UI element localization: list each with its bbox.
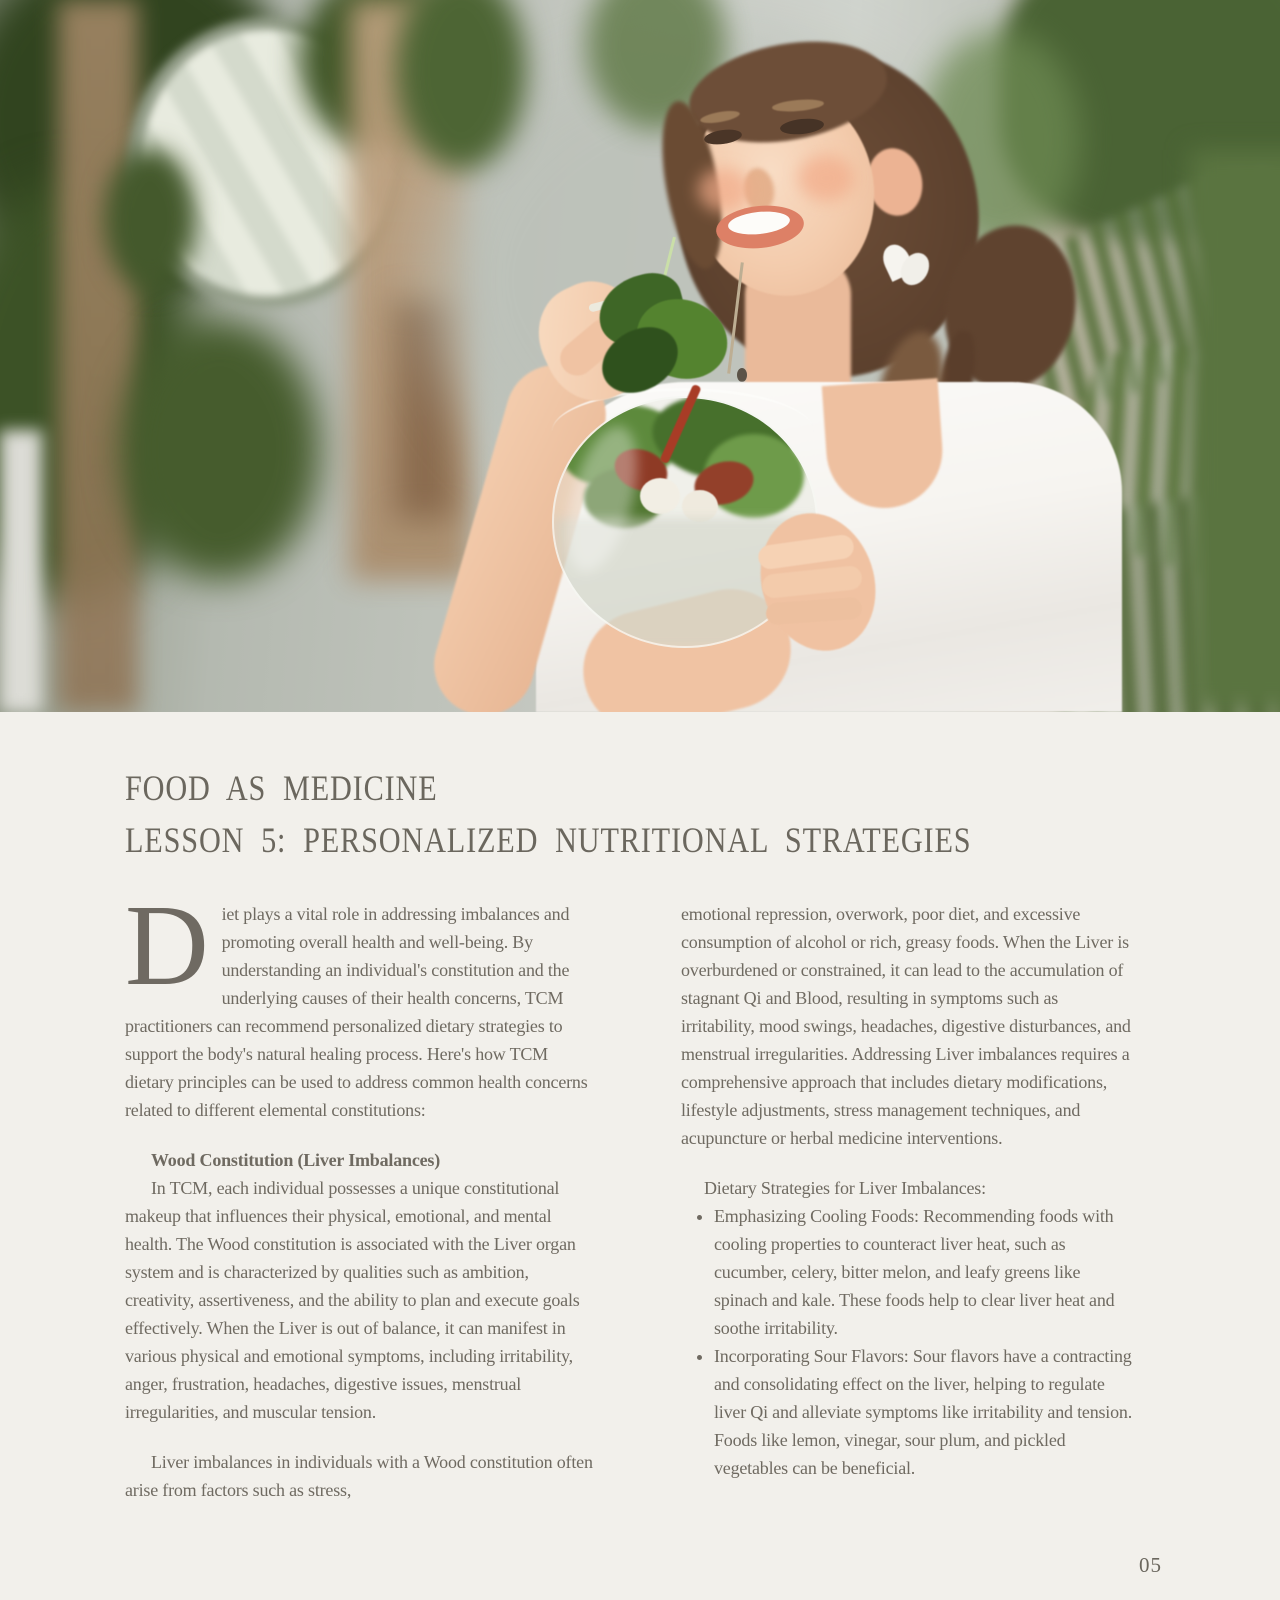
mozzarella-ball — [640, 478, 680, 514]
page-title — [125, 762, 1280, 866]
title-line-1: FOOD AS MEDICINE — [125, 768, 438, 808]
palm-foliage — [1190, 150, 1280, 710]
title-line-2: LESSON 5: PERSONALIZED NUTRITIONAL STRATEGIES — [125, 820, 972, 860]
left-column — [125, 882, 595, 1504]
woman-cheek — [798, 155, 854, 201]
woman-cheek — [698, 168, 750, 212]
right-column — [681, 900, 1133, 1504]
body-paragraph: Liver imbalances in individuals with a Wood constitution often arise from factors such as stress, — [125, 1452, 593, 1500]
intro-paragraph — [125, 882, 595, 1124]
list-item: • Incorporating Sour Flavors: Sour flavors have a contracting and consolidating effect on the liver, helping to regulate liver Qi and alleviate symptoms like irritability and tension. Foods like lemon, vinegar, sour plum, and pickled vegetables can be beneficial. — [714, 1342, 1133, 1482]
two-column-article — [125, 882, 1280, 1504]
list-item: • Emphasizing Cooling Foods: Recommending foods with cooling properties to counteract liver heat, such as cucumber, celery, bitter melon, and leafy greens like spinach and kale. These foods help to clear liver heat and soothe irritability. — [714, 1202, 1133, 1342]
wood-post — [58, 0, 138, 712]
body-paragraph: emotional repression, overwork, poor diet, and excessive consumption of alcohol or rich, greasy foods. When the Liver is overburdened or constrained, it can lead to the accumulation of stagnant Qi and Blood, resulting in symptoms such as irritability, mood swings, headaches, digestive disturbances, and menstrual irregularities. Addressing Liver imbalances requires a comprehensive approach that includes dietary modifications, lifestyle adjustments, stress management techniques, and acupuncture or herbal medicine interventions. — [681, 904, 1131, 1148]
page-content — [0, 712, 1280, 1504]
wall-edge — [0, 430, 42, 712]
dietary-strategies-list — [681, 1202, 1133, 1482]
intro-paragraph-text: iet plays a vital role in addressing imbalances and promoting overall health and well-being. By understanding an individual's constitution and the underlying causes of their health concerns, TCM practitioners can recommend personalized dietary strategies to support the body's natural healing process. Here's how TCM dietary principles can be used to address common health concerns related to different elemental constitutions: — [125, 904, 588, 1120]
page-number: 05 — [1139, 1553, 1162, 1577]
dangle-earring-bead — [737, 368, 747, 382]
foliage-blob — [120, 320, 320, 580]
body-paragraph: In TCM, each individual possesses a unique constitutional makeup that influences their physical, emotional, and mental health. The Wood constitution is associated with the Liver organ system and is characterized by qualities such as ambition, creativity, assertiveness, and the ability to plan and execute goals effectively. When the Liver is out of balance, it can manifest in various physical and emotional symptoms, including irritability, anger, frustration, headaches, digestive issues, menstrual irregularities, and muscular tension. — [125, 1178, 580, 1422]
drop-cap: D — [125, 882, 209, 1010]
glass-bowl-rim — [552, 388, 814, 475]
foliage-blob — [104, 148, 196, 290]
hero-photo — [0, 0, 1280, 712]
list-intro: Dietary Strategies for Liver Imbalances: — [704, 1178, 986, 1198]
section-heading: Wood Constitution (Liver Imbalances) — [151, 1150, 440, 1170]
